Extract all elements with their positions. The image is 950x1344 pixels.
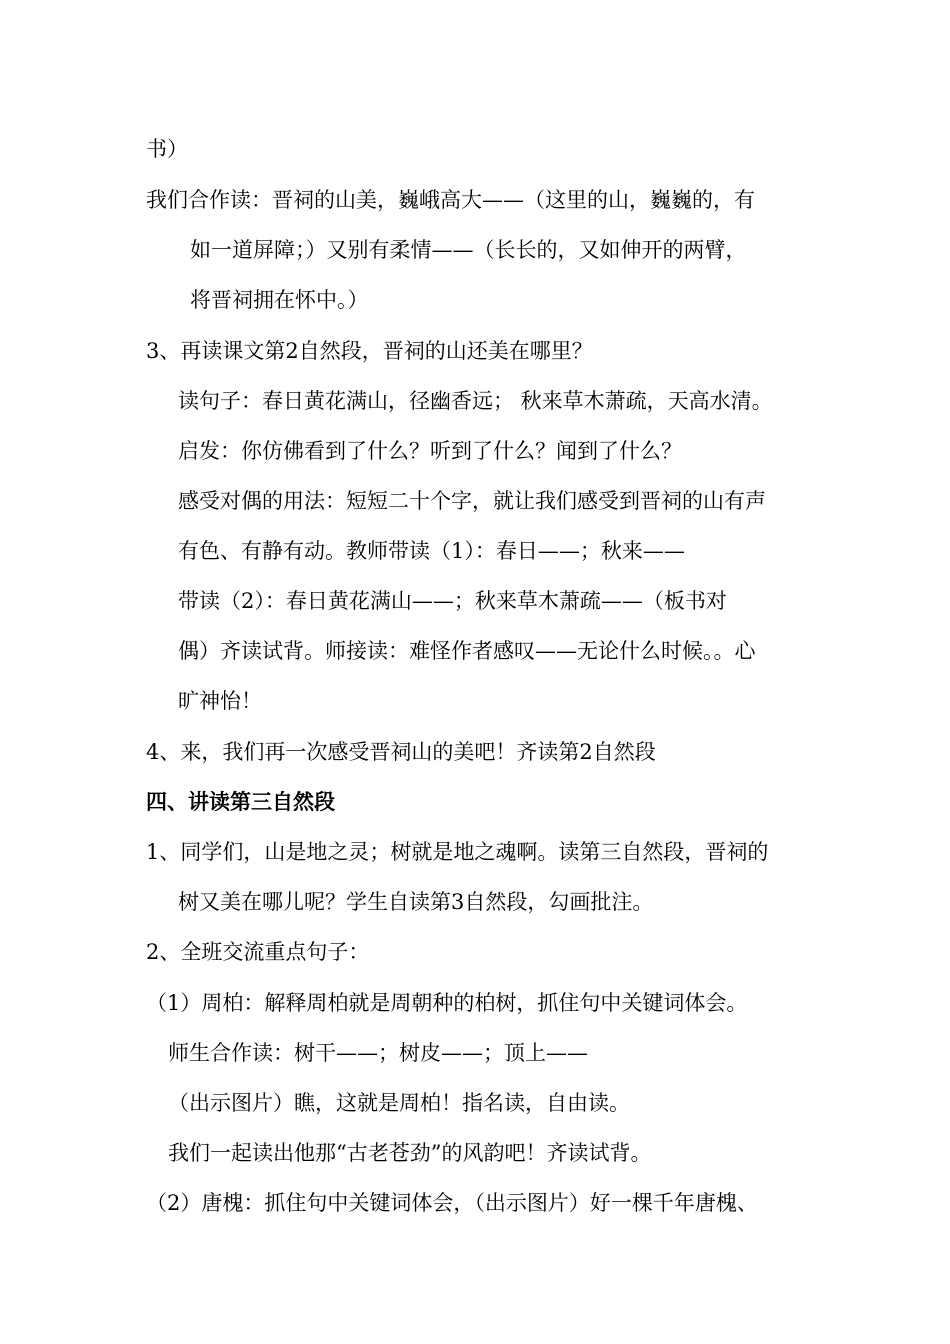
list-item: 3、再读课文第2自然段，晋祠的山还美在哪里？ [146, 339, 593, 363]
paragraph-line: 我们合作读：晋祠的山美，巍峨高大——（这里的山，巍巍的，有 [146, 188, 755, 212]
paragraph-line: 读句子：春日黄花满山，径幽香远； 秋来草木萧疏，天高水清。 [178, 389, 773, 413]
paragraph-line: 旷神怡！ [178, 689, 262, 713]
paragraph-line: 我们一起读出他那“古老苍劲”的风韵吧！齐读试背。 [168, 1141, 652, 1165]
list-item: 4、来，我们再一次感受晋祠山的美吧！齐读第2自然段 [146, 740, 656, 764]
paragraph-line: 感受对偶的用法：短短二十个字，就让我们感受到晋祠的山有声 [178, 489, 766, 513]
paragraph-line: （2）唐槐：抓住句中关键词体会，（出示图片）好一棵千年唐槐、 [146, 1191, 758, 1215]
paragraph-line: 带读（2）：春日黄花满山——；秋来草木萧疏——（板书对 [178, 589, 727, 613]
paragraph-line: 将晋祠拥在怀中。） [190, 288, 369, 312]
paragraph-line: 书） [146, 137, 188, 161]
list-item: 1、同学们，山是地之灵；树就是地之魂啊。读第三自然段，晋祠的 [146, 840, 769, 864]
paragraph-line: 偶）齐读试背。师接读：难怪作者感叹——无论什么时候。。心 [178, 639, 756, 663]
list-item: 2、全班交流重点句子： [146, 940, 370, 964]
paragraph-line: （1）周柏：解释周柏就是周朝种的柏树，抓住句中关键词体会。 [146, 991, 748, 1015]
paragraph-line: （出示图片）瞧，这就是周柏！指名读，自由读。 [168, 1091, 630, 1115]
paragraph-line: 师生合作读：树干——；树皮——；顶上—— [168, 1041, 588, 1065]
section-heading: 四、讲读第三自然段 [146, 790, 335, 814]
paragraph-line: 有色、有静有动。教师带读（1）：春日——；秋来—— [178, 539, 685, 563]
paragraph-line: 树又美在哪儿呢？学生自读第3自然段，勾画批注。 [178, 890, 654, 914]
paragraph-line: 如一道屏障；）又别有柔情——（长长的，又如伸开的两臂， [190, 238, 747, 262]
paragraph-line: 启发：你仿佛看到了什么？听到了什么？闻到了什么？ [178, 439, 682, 463]
